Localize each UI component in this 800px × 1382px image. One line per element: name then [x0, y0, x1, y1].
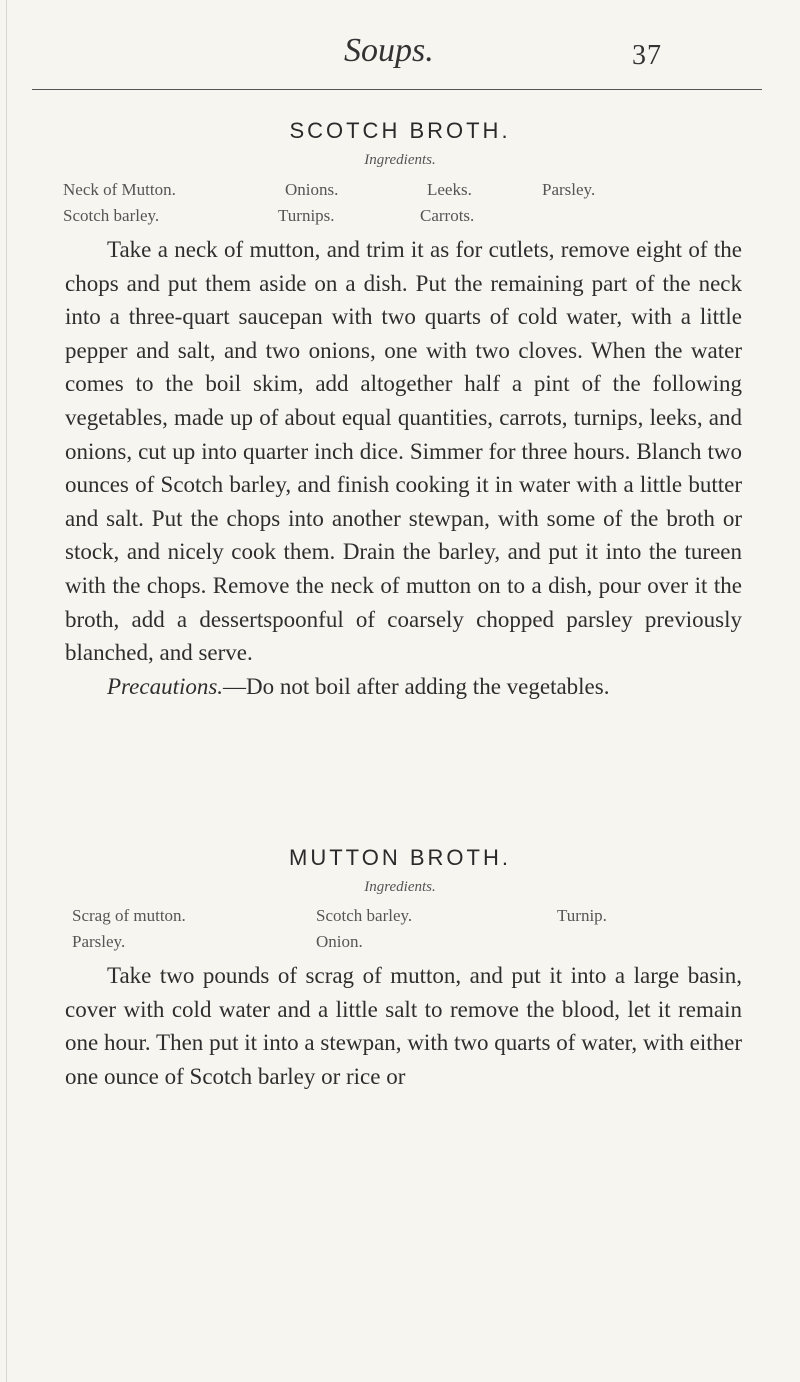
precautions-label: Precautions. [107, 673, 224, 699]
ingredient-item: Onion. [316, 932, 363, 951]
recipe-method [65, 959, 742, 1093]
ingredient-item: Parsley. [542, 180, 596, 199]
recipe-title-scotch-broth: SCOTCH BROTH. [289, 118, 511, 143]
ingredients-heading: Ingredients. [364, 152, 436, 168]
page-number: 37 [632, 40, 662, 71]
method-text: Take two pounds of scrag of mutton, and put it into a large basin, cover with cold water and a little salt to remove the blood, let it remain one hour. Then put it into a stewpan, with two quarts of water, with either one ounce of Scotch barley or rice or [65, 963, 742, 1089]
precautions-text: —Do not boil after adding the vegetables. [223, 673, 610, 699]
ingredient-item: Onions. [285, 180, 339, 199]
ingredient-item: Scrag of mutton. [72, 906, 186, 925]
ingredient-item: Carrots. [420, 206, 475, 225]
ingredient-item: Turnips. [278, 206, 335, 225]
header-rule [32, 89, 762, 90]
ingredient-item: Neck of Mutton. [63, 180, 176, 199]
ingredients-list [0, 906, 800, 930]
ingredients-list [0, 932, 800, 956]
ingredient-item: Scotch barley. [63, 206, 160, 225]
ingredients-list [0, 206, 800, 230]
ingredient-item: Parsley. [72, 932, 126, 951]
method-text: Take a neck of mutton, and trim it as for cutlets, remove eight of the chops and put them aside on a dish. Put the remaining part of the neck into a three-quart saucepan with two quarts of cold water, with a little pepper and salt, and two onions, one with two cloves. When the water comes to the boil skim, add altogether half a pint of the following vegetables, made up of about equal quantities, carrots, turnips, leeks, and onions, cut up into quarter inch dice. Simmer for three hours. Blanch two ounces of Scotch barley, and finish cooking it in water with a little butter and salt. Put the chops into another stewpan, with some of the broth or stock, and nicely cook them. Drain the barley, and put it into the tureen with the chops. Remove the neck of mutton on to a dish, pour over it the broth, add a dessertspoonful of coarsely chopped parsley previously blanched, and serve. [65, 237, 742, 666]
ingredients-list [0, 180, 800, 204]
ingredient-item: Leeks. [427, 180, 472, 199]
ingredients-heading: Ingredients. [364, 879, 436, 895]
recipe-method [65, 233, 742, 703]
ingredient-item: Turnip. [557, 906, 607, 925]
running-head: Soups. [344, 32, 434, 69]
precautions [65, 670, 742, 704]
recipe-title-mutton-broth: MUTTON BROTH. [289, 845, 511, 870]
ingredient-item: Scotch barley. [316, 906, 413, 925]
